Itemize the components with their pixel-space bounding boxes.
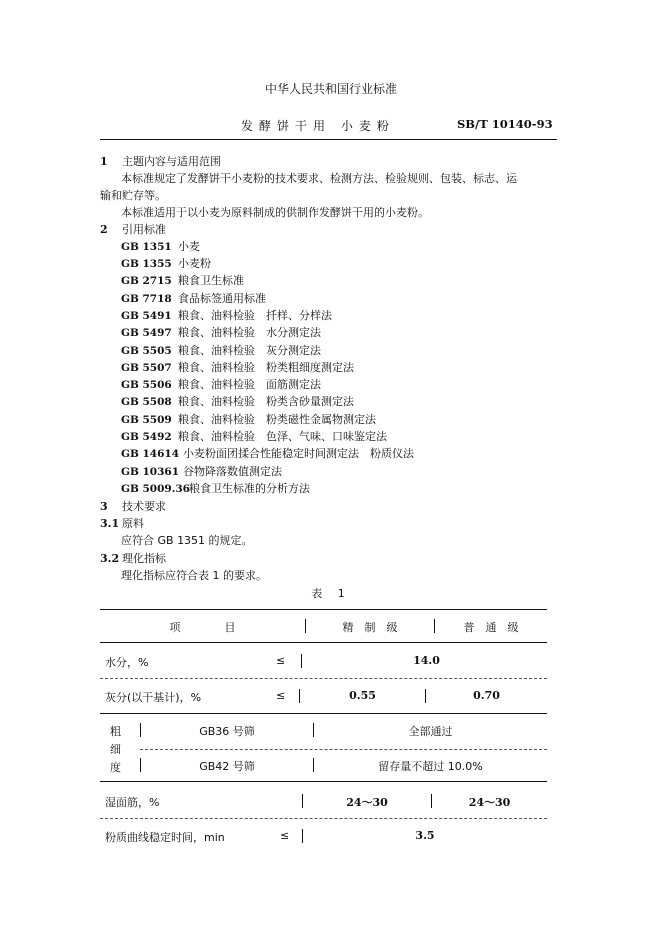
reference-title: 粮食、油料检验 粉类粗细度测定法 (178, 361, 354, 374)
reference-item (121, 411, 376, 427)
document-header-title: 中华人民共和国行业标准 (264, 82, 397, 96)
table-top-rule (100, 609, 547, 610)
reference-item (121, 272, 244, 288)
header-rule (100, 139, 557, 140)
table-row-rule (100, 713, 547, 714)
reference-code: GB 1355 (121, 258, 172, 270)
table-header-rule (100, 642, 547, 643)
row-stability-label: 粉质曲线稳定时间，min (105, 831, 225, 844)
reference-item (121, 393, 354, 409)
section-2-heading (100, 221, 166, 237)
reference-item (121, 307, 332, 323)
reference-code: GB 5506 (121, 379, 172, 391)
paragraph-scope-line1: 本标准规定了发酵饼干小麦粉的技术要求、检测方法、检验规则、包装、标志、运 (121, 172, 517, 185)
reference-title: 食品标签通用标准 (178, 292, 266, 305)
paragraph-indicators: 理化指标应符合表 1 的要求。 (121, 569, 267, 582)
reference-title: 小麦 (178, 240, 200, 253)
reference-code: GB 5491 (121, 310, 172, 322)
reference-item (121, 428, 387, 444)
row-gluten-ordinary: 24～30 (468, 796, 511, 809)
reference-title: 粮食、油料检验 水分测定法 (178, 326, 321, 339)
paragraph-scope-line2: 输和贮存等。 (100, 189, 166, 202)
section-3-1-heading (100, 515, 144, 531)
table-row-rule (100, 818, 547, 819)
reference-item (121, 324, 321, 340)
paragraph-raw-material: 应符合 GB 1351 的规定。 (121, 534, 253, 547)
table-row-rule (100, 678, 547, 679)
row-fineness-value-42: 留存量不超过 10.0% (378, 760, 483, 773)
section-number: 3.1 (100, 517, 120, 530)
row-gluten-refined: 24～30 (346, 796, 388, 809)
table-header-refined: 精 制 级 (342, 621, 398, 634)
reference-item (121, 480, 310, 496)
reference-item (121, 445, 414, 461)
standard-name: 发酵饼干用 小麦粉 (241, 119, 395, 133)
section-1-heading (100, 153, 221, 169)
reference-item (121, 463, 282, 479)
section-3-heading (100, 498, 166, 514)
table-header-item: 项 目 (169, 621, 236, 634)
row-moisture-label: 水分，% (105, 656, 149, 669)
reference-title: 粮食、油料检验 扦样、分样法 (178, 309, 332, 322)
reference-title: 粮食、油料检验 面筋测定法 (178, 378, 321, 391)
reference-code: GB 10361 (121, 466, 180, 478)
reference-title: 粮食卫生标准的分析方法 (189, 482, 310, 495)
reference-title: 小麦粉 (178, 257, 211, 270)
section-number: 3.2 (100, 552, 120, 565)
reference-code: GB 5508 (121, 396, 172, 408)
reference-title: 粮食、油料检验 灰分测定法 (178, 344, 321, 357)
reference-title: 粮食、油料检验 色泽、气味、口味鉴定法 (178, 430, 387, 443)
row-fineness-label-char: 细 (110, 743, 121, 756)
section-number: 2 (100, 223, 108, 236)
reference-code: GB 1351 (121, 241, 172, 253)
row-fineness-value-36: 全部通过 (408, 725, 453, 738)
reference-title: 粮食、油料检验 粉类磁性金属物测定法 (178, 413, 376, 426)
reference-code: GB 14614 (121, 448, 180, 460)
reference-title: 粮食卫生标准 (178, 274, 244, 287)
column-separator (301, 654, 302, 668)
reference-item (121, 342, 321, 358)
reference-code: GB 5507 (121, 362, 172, 374)
table-row-rule (100, 781, 547, 782)
reference-item (121, 359, 354, 375)
reference-item (121, 376, 321, 392)
reference-code: GB 5497 (121, 327, 172, 339)
section-title: 原料 (122, 517, 144, 530)
row-ash-refined: 0.55 (349, 689, 376, 702)
standard-code: SB/T 10140-93 (457, 117, 553, 131)
table-caption: 表 1 (311, 587, 351, 600)
paragraph-applicability: 本标准适用于以小麦为原料制成的供制作发酵饼干用的小麦粉。 (121, 206, 429, 219)
reference-title: 小麦粉面团揉合性能稳定时间测定法 粉质仪法 (183, 447, 414, 460)
reference-code: GB 5509 (121, 414, 172, 426)
row-fineness-sieve-42: GB42 号筛 (199, 760, 255, 773)
section-number: 3 (100, 500, 108, 513)
row-fineness-sieve-36: GB36 号筛 (199, 725, 255, 738)
reference-code: GB 2715 (121, 275, 172, 287)
section-title: 理化指标 (122, 552, 166, 565)
reference-code: GB 5505 (121, 345, 172, 357)
section-title: 引用标准 (122, 223, 166, 236)
row-fineness-label-char: 粗 (110, 725, 121, 738)
row-stability-operator: ≤ (280, 829, 290, 842)
section-title: 主题内容与适用范围 (122, 155, 221, 168)
row-moisture-value: 14.0 (413, 654, 440, 667)
reference-code: GB 5009.36 (121, 483, 190, 495)
row-ash-label: 灰分(以干基计)，% (105, 691, 202, 704)
reference-item (121, 238, 200, 254)
row-ash-ordinary: 0.70 (473, 689, 500, 702)
reference-code: GB 5492 (121, 431, 172, 443)
table-row-rule (140, 749, 547, 750)
row-fineness-label-char: 度 (110, 761, 121, 774)
reference-item (121, 255, 211, 271)
section-number: 1 (100, 155, 108, 168)
row-ash-operator: ≤ (276, 689, 286, 702)
row-moisture-operator: ≤ (276, 654, 286, 667)
reference-title: 谷物降落数值测定法 (183, 465, 282, 478)
row-gluten-label: 湿面筋，% (105, 796, 160, 809)
section-title: 技术要求 (122, 500, 166, 513)
table-header-ordinary: 普 通 级 (463, 621, 519, 634)
reference-title: 粮食、油料检验 粉类含砂量测定法 (178, 395, 354, 408)
reference-code: GB 7718 (121, 293, 172, 305)
reference-item (121, 290, 266, 306)
section-3-2-heading (100, 550, 166, 566)
row-stability-value: 3.5 (415, 829, 435, 842)
